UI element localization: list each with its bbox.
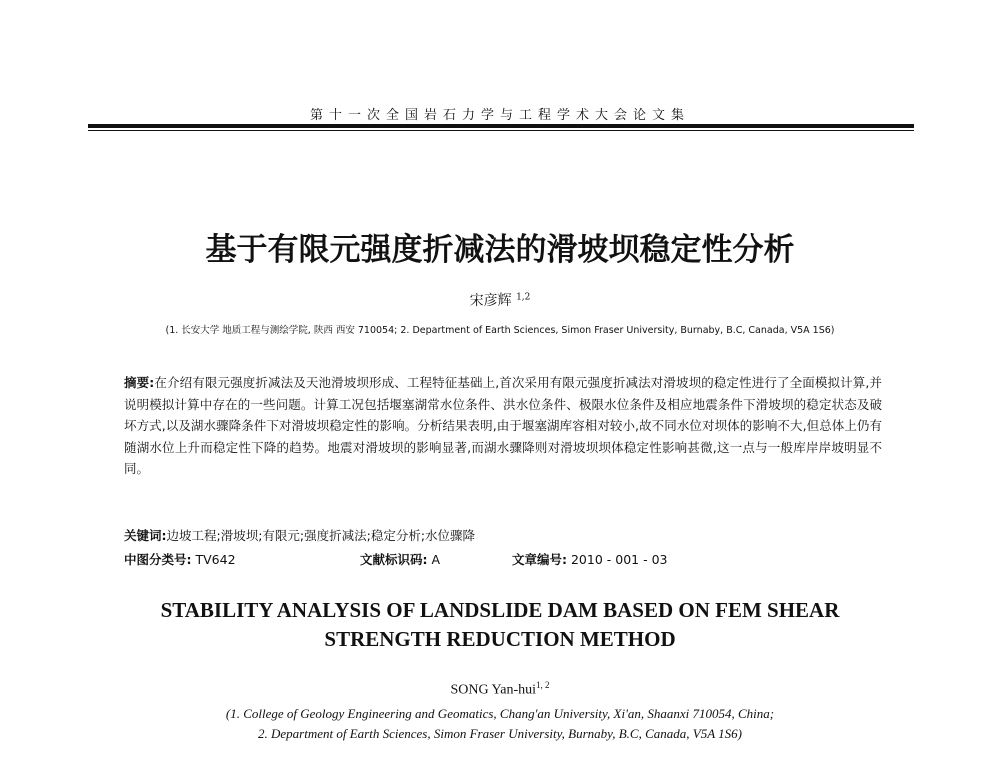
english-author-name: SONG Yan-hui	[450, 682, 537, 698]
header-rule-thin	[88, 130, 914, 131]
chinese-title: 基于有限元强度折减法的滑坡坝稳定性分析	[205, 232, 795, 268]
english-author-superscript: 1, 2	[536, 680, 550, 690]
header-rule-thick	[88, 124, 914, 128]
keywords-label: 关键词:	[124, 528, 167, 543]
clc-value: TV642	[195, 552, 236, 567]
article-number	[512, 550, 667, 568]
keywords-text: 边坡工程;滑坡坝;有限元;强度折减法;稳定分析;水位骤降	[166, 528, 476, 543]
document-code	[360, 550, 440, 568]
english-title	[0, 596, 1000, 654]
english-affiliation-line1: (1. College of Geology Engineering and Geomatics, Chang'an University, Xi'an, Shaanxi 710054, China;	[225, 706, 775, 721]
doc-code-label: 文献标识码:	[360, 552, 428, 567]
english-affiliation	[0, 704, 1000, 744]
clc-number	[124, 550, 236, 568]
chinese-author-superscript: 1,2	[516, 292, 531, 303]
english-title-line2: STRENGTH REDUCTION METHOD	[324, 627, 676, 651]
chinese-author-name: 宋彦辉	[469, 293, 512, 309]
english-author	[0, 680, 1000, 699]
abstract-text: 在介绍有限元强度折减法及天池滑坡坝形成、工程特征基础上,首次采用有限元强度折减法对滑坡坝的稳定性进行了全面模拟计算,并说明模拟计算中存在的一些问题。计算工况包括堰塞湖常水位条件、洪水位条件、极限水位条件及相应地震条件下滑坡坝的稳定状态及破坏方式,以及湖水骤降条件下对滑坡坝稳定性的影响。分析结果表明,由于堰塞湖库容相对较小,故不同水位对坝体的影响不大,但总体上仍有随湖水位上升而稳定性下降的趋势。地震对滑坡坝的影响显著,而湖水骤降则对滑坡坝坝体稳定性影响甚微,这一点与一般库岸岸坡明显不同。	[124, 375, 882, 476]
article-no-label: 文章编号:	[512, 552, 567, 567]
keywords-cn	[124, 526, 882, 544]
chinese-affiliation: (1. 长安大学 地质工程与测绘学院, 陕西 西安 710054; 2. Department of Earth Sciences, Simon Fraser University, Burnaby, B.C, Canada, V5A 1S6)	[165, 325, 835, 336]
article-no-value: 2010 - 001 - 03	[570, 552, 668, 567]
english-title-line1: STABILITY ANALYSIS OF LANDSLIDE DAM BASED ON FEM SHEAR	[160, 598, 840, 622]
running-header: 第十一次全国岩石力学与工程学术大会论文集	[309, 108, 690, 123]
chinese-author	[0, 290, 1000, 310]
clc-label: 中图分类号:	[124, 552, 192, 567]
abstract-cn	[124, 372, 882, 480]
abstract-label: 摘要:	[124, 375, 155, 390]
english-affiliation-line2: 2. Department of Earth Sciences, Simon Fraser University, Burnaby, B.C, Canada, V5A 1S6)	[258, 726, 742, 741]
doc-code-value: A	[431, 552, 441, 567]
